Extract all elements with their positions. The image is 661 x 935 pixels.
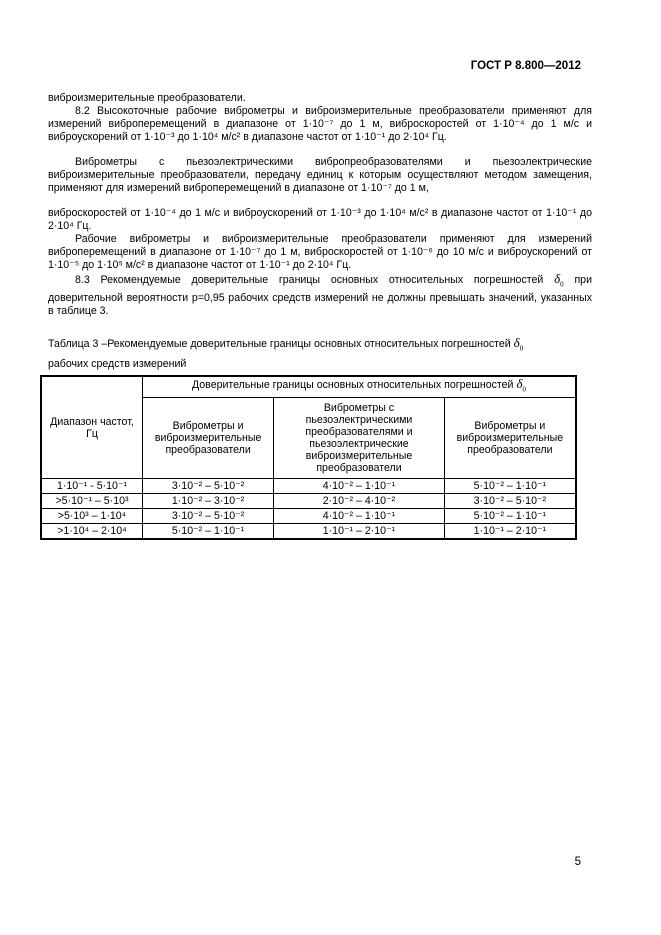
cell-a: 3·10⁻² – 5·10⁻² [143, 479, 274, 494]
table-row [41, 524, 576, 540]
paragraph-piezo: Виброметры с пьезоэлектрическими вибропреобразователями и пьезоэлектрические виброизмерительные преобразователи, передачу единиц к которым осуществляют методом замещения, применяют для измерений виброперемещений в диапазоне от 1·10⁻⁷ до 1 м, [48, 156, 592, 194]
delta-symbol: $\delta_0$ [554, 271, 564, 289]
error-limits-table [40, 375, 577, 540]
cell-c: 1·10⁻¹ – 2·10⁻¹ [444, 524, 576, 540]
table-caption-start: Таблица 3 –Рекомендуемые доверительные границы основных относительных погрешностей [48, 338, 511, 350]
table-row [41, 494, 576, 509]
table-caption-end: рабочих средств измерений [48, 357, 187, 370]
cell-b: 2·10⁻² – 4·10⁻² [274, 494, 445, 509]
document-number: ГОСТ Р 8.800—2012 [470, 60, 581, 72]
body-text [48, 92, 592, 318]
cell-b: 4·10⁻² – 1·10⁻¹ [274, 479, 445, 494]
paragraph-working-instruments: Рабочие виброметры и виброизмерительные преобразователи применяют для измерений виброперемещений в диапазоне от 1·10⁻⁷ до 1 м, виброскоростей от 1·10⁻⁶ до 10 м/с и виброускорений от 1·10⁻⁵ до 1·10⁵ м/с² в диапазоне частот от 1·10⁻¹ до 2·10⁴ Гц. [48, 233, 592, 271]
cell-a: 5·10⁻² – 1·10⁻¹ [143, 524, 274, 540]
cell-range: >5·10⁻¹ – 5·10³ [41, 494, 143, 509]
table-caption [48, 335, 592, 372]
paragraph-piezo-continued: виброскоростей от 1·10⁻⁴ до 1 м/с и виброускорений от 1·10⁻³ до 1·10⁴ м/с² в диапазоне частот от 1·10⁻¹ до 2·10⁴ Гц. [48, 207, 592, 232]
cell-c: 5·10⁻² – 1·10⁻¹ [444, 479, 576, 494]
cell-a: 3·10⁻² – 5·10⁻² [143, 509, 274, 524]
header-column-b: Виброметры с пьезоэлектрическими преобразователями и пьезоэлектрические виброизмерительные преобразователи [274, 398, 445, 479]
paragraph-8-3 [48, 272, 592, 318]
paragraph-8-2: 8.2 Высокоточные рабочие виброметры и виброизмерительные преобразователи применяют для измерений виброперемещений в диапазоне от 1·10⁻⁷ до 1 м, виброскоростей от 1·10⁻⁴ до 1 м/с и виброускорений от 1·10⁻³ до 1·10⁴ м/с² в диапазоне частот от 1·10⁻¹ до 2·10⁴ Гц. [48, 105, 592, 143]
cell-range: >5·10³ – 1·10⁴ [41, 509, 143, 524]
header-column-a: Виброметры и виброизмерительные преобразователи [143, 398, 274, 479]
cell-range: >1·10⁴ – 2·10⁴ [41, 524, 143, 540]
table-row [41, 509, 576, 524]
paragraph-8-3-end: при доверительной вероятности p=0,95 рабочих средств измерений не должны превышать значений, указанных в таблице 3. [48, 274, 592, 317]
cell-c: 3·10⁻² – 5·10⁻² [444, 494, 576, 509]
header-confidence-limits: Доверительные границы основных относительных погрешностей $\delta_0$ [143, 376, 577, 398]
cell-b: 4·10⁻² – 1·10⁻¹ [274, 509, 445, 524]
cell-c: 5·10⁻² – 1·10⁻¹ [444, 509, 576, 524]
paragraph-continuation: виброизмерительные преобразователи. [48, 92, 246, 104]
paragraph-8-3-start: 8.3 Рекомендуемые доверительные границы основных относительных погрешностей [75, 274, 544, 286]
table-row [41, 479, 576, 494]
page-number: 5 [574, 856, 581, 868]
header-column-c: Виброметры и виброизмерительные преобразователи [444, 398, 576, 479]
cell-b: 1·10⁻¹ – 2·10⁻¹ [274, 524, 445, 540]
header-frequency-range: Диапазон частот, Гц [41, 376, 143, 479]
cell-range: 1·10⁻¹ - 5·10⁻¹ [41, 479, 143, 494]
delta-symbol: $\delta_0$ [513, 335, 524, 353]
cell-a: 1·10⁻² – 3·10⁻² [143, 494, 274, 509]
